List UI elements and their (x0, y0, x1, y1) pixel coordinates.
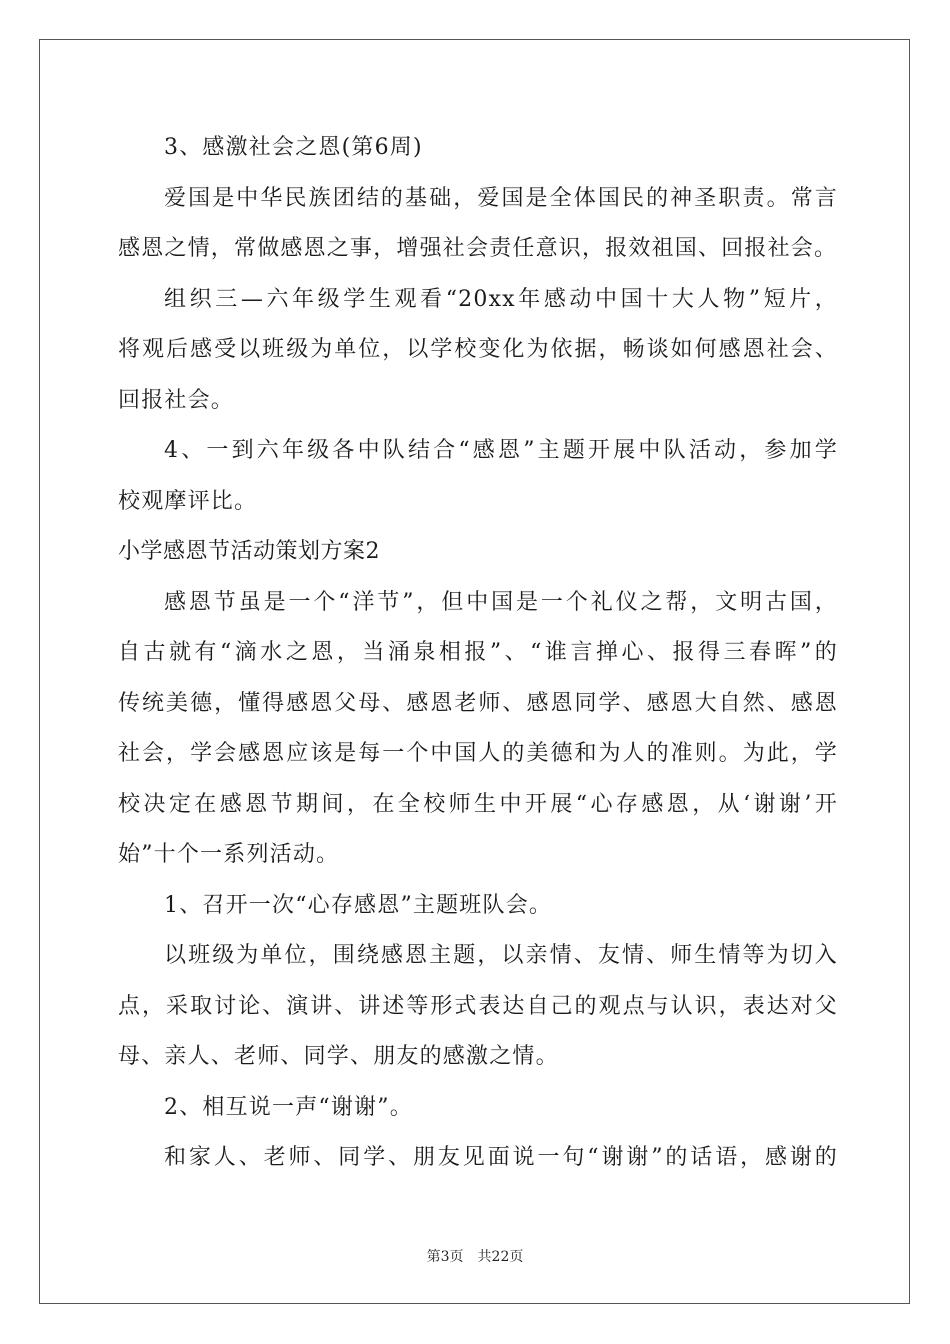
paragraph-line: 母、亲人、老师、同学、朋友的感激之情。 (118, 1044, 559, 1069)
document-heading: 小学感恩节活动策划方案2 (118, 539, 380, 564)
paragraph-line: 将观后感受以班级为单位，以学校变化为依据，畅谈如何感恩社会、 (118, 337, 838, 362)
paragraph-line: 自古就有“滴水之恩，当涌泉相报”、“谁言掸心、报得三春晖”的 (118, 640, 838, 665)
paragraph-line: 感恩之情，常做感恩之事，增强社会责任意识，报效祖国、回报社会。 (118, 236, 838, 261)
paragraph-line: 校决定在感恩节期间，在全校师生中开展“心存感恩，从‘谢谢’开 (118, 791, 838, 817)
page-footer (0, 1246, 950, 1266)
paragraph-line: 4、一到六年级各中队结合“感恩”主题开展中队活动，参加学 (164, 438, 838, 463)
paragraph-line: 爱国是中华民族团结的基础，爱国是全体国民的神圣职责。常言 (164, 185, 838, 211)
paragraph-line: 组织三—六年级学生观看“20xx年感动中国十大人物”短片， (164, 286, 838, 312)
section-heading: 2、相互说一声“谢谢”。 (164, 1094, 413, 1120)
paragraph-line: 校观摩评比。 (118, 488, 258, 514)
page-total: 共22页 (477, 1249, 524, 1265)
paragraph-line: 感恩节虽是一个“洋节”，但中国是一个礼仪之帮，文明古国， (164, 589, 838, 615)
document-body (118, 127, 838, 1188)
page-number: 第3页 (426, 1249, 464, 1265)
paragraph-line: 回报社会。 (118, 387, 235, 413)
paragraph-line: 和家人、老师、同学、朋友见面说一句“谢谢”的话语，感谢的 (164, 1145, 838, 1170)
paragraph-line: 始”十个一系列活动。 (118, 842, 340, 867)
paragraph-line: 以班级为单位，围绕感恩主题，以亲情、友情、师生情等为切入 (164, 943, 838, 968)
section-heading: 1、召开一次“心存感恩”主题班队会。 (164, 892, 553, 918)
paragraph-line: 社会，学会感恩应该是每一个中国人的美德和为人的准则。为此，学 (118, 741, 838, 766)
section-heading: 3、感激社会之恩(第6周) (164, 135, 423, 160)
paragraph-line: 传统美德，懂得感恩父母、感恩老师、感恩同学、感恩大自然、感恩 (118, 690, 838, 716)
paragraph-line: 点，采取讨论、演讲、讲述等形式表达自己的观点与认识，表达对父 (118, 993, 838, 1019)
